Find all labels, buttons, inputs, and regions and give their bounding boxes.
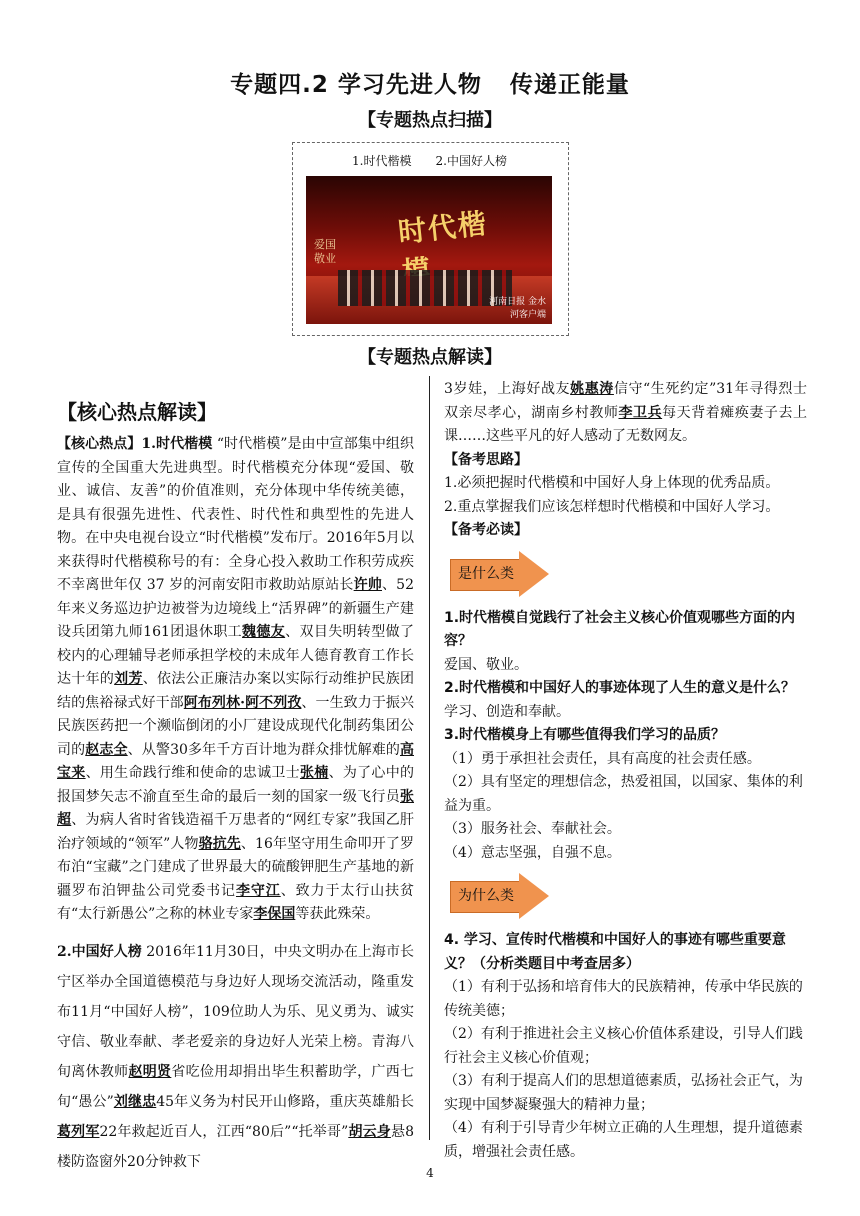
person-name: 刘芳 <box>114 671 143 687</box>
section-scan-heading: 【专题热点扫描】 <box>358 110 502 131</box>
question-2: 2.时代楷模和中国好人的事迹体现了人生的意义是什么？ <box>444 680 796 696</box>
answer-4-item: （4）有利于引导青少年树立正确的人生理想，提升道德素质，增强社会责任感。 <box>444 1120 803 1160</box>
answer-4-item: （1）有利于弘扬和培育伟大的民族精神，传承中华民族的传统美德； <box>444 979 803 1019</box>
person-name: 阿布列林·阿不列孜 <box>183 694 302 711</box>
prep-heading: 【备考思路】 <box>444 451 528 468</box>
answer-3-item: （2）具有坚定的理想信念，热爱祖国，以国家、集体的利益为重。 <box>444 774 803 814</box>
what-arrow-shape <box>450 551 550 597</box>
person-name: 赵志全 <box>85 741 128 758</box>
answer-3-item: （4）意志坚强，自强不息。 <box>444 844 621 861</box>
why-arrow-shape <box>450 873 550 919</box>
what-arrow-label: 是什么类 <box>458 565 514 582</box>
title-main: 专题四.2 学习先进人物 <box>230 72 482 98</box>
person-name: 高宝来 <box>57 741 414 781</box>
ceremony-photo <box>306 176 552 324</box>
continued-paragraph: 3岁娃，上海好战友姚惠涛信守“生死约定”31年寻得烈士双亲尽孝心，湖南乡村教师李卫兵每天背着瘫痪妻子去上课……这些平凡的好人感动了无数网友。 <box>444 381 807 444</box>
person-name: 李保国 <box>253 906 296 922</box>
answer-3-item: （1）勇于承担社会责任，具有高度的社会责任感。 <box>444 750 761 767</box>
answer-1: 爱国、敬业。 <box>444 656 528 673</box>
newspaper-logo: 河南日报 金水河客户端 <box>489 297 546 320</box>
column-divider <box>429 376 430 1140</box>
item1-paragraph: 【核心热点】1.时代楷模 “时代楷模”是由中宣部集中组织宣传的全国重大先进典型。时代楷模充分体现“爱国、敬业、诚信、友善”的价值准则，充分体现中华传统美德，是具有很强先进性、代表性、时代性和典型性的先进人物。在中央电视台设立“时代楷模”发布厅。2016年5月以来获得时代楷模称号的有：全身心投入救助工作积劳成疾不幸离世年仅 37 岁的河南安阳市救助站原站长许帅、52年来义务巡边护边被誉为边境线上“活界碑”的新疆生产建设兵团第九师161团退休职工魏德友、双目失明转型做了校内的心理辅导老师承担学校的未成年人德育教育工作长达十年的刘芳、依法公正廉洁办案以实际行动维护民族团结的焦裕禄式好干部阿布列林·阿不列孜、一生致力于振兴民族医药把一个濒临倒闭的小厂建设成现代化制药集团公司的赵志全、从警30多年千方百计地为群众排忧解难的高宝来、用生命践行维和使命的忠诚卫士张楠、为了心中的报国梦矢志不渝直至生命的最后一刻的国家一级飞行员张超、为病人省时省钱造福千万患者的“网红专家”我国乙肝治疗领域的“领军”人物骆抗先、16年坚守用生命叩开了罗布泊“宝藏”之门建成了世界最大的硫酸钾肥生产基地的新疆罗布泊钾盐公司党委书记李守江、致力于太行山扶贫有“太行新愚公”之称的林业专家李保国等获此殊荣。 <box>57 436 415 922</box>
question-1: 1.时代楷模自觉践行了社会主义核心价值观哪些方面的内容？ <box>444 609 796 649</box>
photo-people <box>338 270 512 306</box>
core-heading: 【核心热点解读】 <box>57 400 217 424</box>
person-name: 李卫兵 <box>618 404 663 421</box>
person-name: 刘继忠 <box>113 1093 157 1110</box>
photo-sign-text: 时代楷模 <box>396 206 490 250</box>
item1-label: 【核心热点】1.时代楷模 <box>57 436 213 452</box>
photo-caption: 1.时代楷模 2.中国好人榜 <box>352 154 507 168</box>
person-name: 张楠 <box>299 765 329 781</box>
why-arrow-label: 为什么类 <box>458 888 514 904</box>
must-read-heading: 【备考必读】 <box>444 522 528 538</box>
answer-4-item: （3）有利于提高人们的思想道德素质，弘扬社会正气，为实现中国梦凝聚强大的精神力量； <box>444 1073 803 1113</box>
person-name: 骆抗先 <box>198 835 241 852</box>
person-name: 魏德友 <box>242 624 286 640</box>
answer-2: 学习、创造和奉献。 <box>444 703 570 720</box>
item2-paragraph: 2.中国好人榜 2016年11月30日，中央文明办在上海市长宁区举办全国道德模范与身边好人现场交流活动，隆重发布11月“中国好人榜”，109位助人为乐、见义勇为、诚实守信、敬业奉献、孝老爱亲的身边好人光荣上榜。青海八旬离休教师赵明贤省吃俭用却捐出毕生积蓄助学，广西七旬“愚公”刘继忠45年义务为村民开山修路，重庆英雄船长葛列军22年救起近百人，江西“80后”“托举哥”胡云身悬8楼防盗窗外20分钟救下 <box>57 943 415 1170</box>
item2-label: 2.中国好人榜 <box>57 943 142 960</box>
page-title <box>0 66 860 99</box>
prep-item: 2.重点掌握我们应该怎样想时代楷模和中国好人学习。 <box>444 498 780 515</box>
question-4: 4. 学习、宣传时代楷模和中国好人的事迹有哪些重要意义？（分析类题目中考查居多） <box>444 932 786 972</box>
right-column <box>444 378 807 1164</box>
person-name: 姚惠涛 <box>570 381 614 397</box>
answer-3-item: （3）服务社会、奉献社会。 <box>444 821 621 837</box>
person-name: 张超 <box>57 788 414 828</box>
person-name: 赵明贤 <box>128 1063 172 1080</box>
person-name: 许帅 <box>353 577 382 593</box>
question-3: 3.时代楷模身上有哪些值得我们学习的品质？ <box>444 727 726 743</box>
person-name: 胡云身 <box>348 1123 391 1140</box>
title-sub: 传递正能量 <box>509 72 630 98</box>
left-column <box>57 397 414 1177</box>
photo-side-text: 爱国 敬业 <box>314 238 336 265</box>
section-read-heading: 【专题热点解读】 <box>358 347 502 368</box>
person-name: 葛列军 <box>57 1123 100 1140</box>
page-number: 4 <box>426 1166 434 1180</box>
answer-4-item: （2）有利于推进社会主义核心价值体系建设，引导人们践行社会主义核心价值观； <box>444 1026 803 1066</box>
prep-item: 1.必须把握时代楷模和中国好人身上体现的优秀品质。 <box>444 475 780 491</box>
person-name: 李守江 <box>235 882 281 899</box>
